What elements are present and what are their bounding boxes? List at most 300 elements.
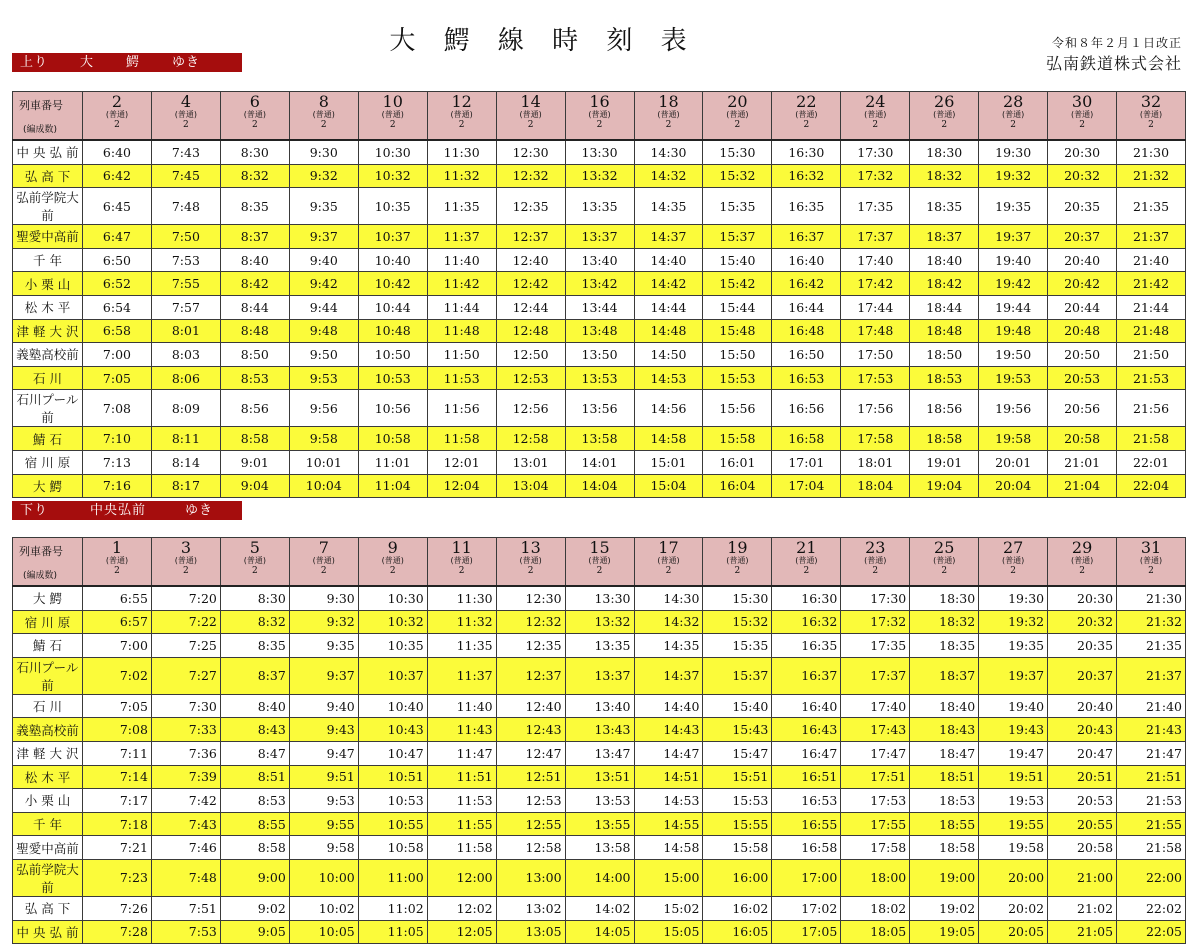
station-name: 石川プール前: [13, 390, 83, 427]
train-type: (普通): [243, 110, 266, 119]
departure-time: 10:32: [358, 164, 427, 188]
departure-time: 16:00: [703, 859, 772, 896]
station-name: 弘前学院大前: [13, 188, 83, 225]
departure-time: 19:44: [979, 295, 1048, 319]
departure-time: 20:37: [1048, 657, 1117, 694]
departure-time: 17:30: [841, 140, 910, 164]
departure-time: 12:42: [496, 272, 565, 296]
timetable-row: [13, 741, 1186, 765]
train-number: 18: [658, 92, 679, 111]
car-count: 2: [183, 566, 189, 576]
departure-time: 17:35: [841, 188, 910, 225]
departure-time: 15:55: [703, 812, 772, 836]
train-number: 2: [111, 92, 123, 111]
departure-time: 6:57: [83, 610, 152, 634]
departure-time: 17:47: [841, 741, 910, 765]
train-header: [841, 92, 910, 141]
departure-time: 11:30: [427, 586, 496, 610]
departure-time: 12:50: [496, 343, 565, 367]
train-number: 20: [727, 92, 748, 111]
departure-time: 11:02: [358, 896, 427, 920]
departure-time: 18:30: [910, 586, 979, 610]
timetable-row: [13, 896, 1186, 920]
car-count: 2: [527, 120, 534, 130]
departure-time: 21:04: [1048, 474, 1117, 498]
car-count: 2: [1010, 120, 1017, 130]
departure-time: 6:47: [83, 225, 152, 249]
departure-time: 7:13: [83, 450, 152, 474]
station-name: 義塾高校前: [13, 343, 83, 367]
departure-time: 14:05: [565, 920, 634, 944]
departure-time: 20:32: [1048, 164, 1117, 188]
timetable-row: [13, 657, 1186, 694]
departure-time: 9:48: [289, 319, 358, 343]
train-type: (普通): [726, 110, 749, 119]
departure-time: 10:35: [358, 634, 427, 658]
train-type: (普通): [933, 110, 956, 119]
header-label: [13, 538, 82, 584]
train-number: 23: [865, 538, 886, 557]
departure-time: 17:42: [841, 272, 910, 296]
station-name: 宿 川 原: [13, 450, 83, 474]
up-header-label-cell: [13, 92, 83, 141]
departure-time: 11:58: [427, 836, 496, 860]
station-name: 石 川: [13, 366, 83, 390]
departure-time: 17:43: [841, 718, 910, 742]
train-number: 25: [934, 538, 955, 557]
departure-time: 14:44: [634, 295, 703, 319]
departure-time: 7:27: [151, 657, 220, 694]
train-header: [979, 538, 1048, 587]
train-type: (普通): [1139, 556, 1163, 565]
car-count: 2: [941, 120, 948, 130]
timetable-row: [13, 920, 1186, 944]
revision-date: 令和８年２月１日改正: [1051, 36, 1182, 50]
departure-time: 20:58: [1048, 427, 1117, 451]
train-number: 6: [249, 92, 260, 111]
train-type: (普通): [519, 110, 542, 119]
departure-time: 8:53: [220, 789, 289, 813]
departure-time: 19:35: [979, 634, 1048, 658]
departure-time: 12:40: [496, 248, 565, 272]
departure-time: 13:53: [565, 366, 634, 390]
departure-time: 18:51: [910, 765, 979, 789]
departure-time: 14:43: [634, 718, 703, 742]
departure-time: 19:40: [979, 694, 1048, 718]
departure-time: 17:56: [841, 390, 910, 427]
departure-time: 7:08: [83, 390, 152, 427]
departure-time: 8:53: [220, 366, 289, 390]
down-bound-suffix: ゆき: [185, 503, 214, 518]
departure-time: 16:58: [772, 427, 841, 451]
departure-time: 19:30: [979, 586, 1048, 610]
train-header: [1117, 92, 1186, 141]
departure-time: 18:35: [910, 188, 979, 225]
departure-time: 21:30: [1117, 586, 1186, 610]
departure-time: 8:01: [151, 319, 220, 343]
departure-time: 20:51: [1048, 765, 1117, 789]
departure-time: 16:56: [772, 390, 841, 427]
departure-time: 16:30: [772, 586, 841, 610]
departure-time: 12:00: [427, 859, 496, 896]
departure-time: 15:53: [703, 366, 772, 390]
departure-time: 16:51: [772, 765, 841, 789]
departure-time: 8:30: [220, 140, 289, 164]
train-type: (普通): [588, 110, 611, 119]
departure-time: 12:43: [496, 718, 565, 742]
departure-time: 10:32: [358, 610, 427, 634]
timetable-row: [13, 694, 1186, 718]
departure-time: 6:52: [83, 272, 152, 296]
departure-time: 8:47: [220, 741, 289, 765]
departure-time: 16:30: [772, 140, 841, 164]
departure-time: 7:57: [151, 295, 220, 319]
departure-time: 9:55: [289, 812, 358, 836]
departure-time: 15:02: [634, 896, 703, 920]
car-count: 2: [665, 566, 672, 576]
departure-time: 12:55: [496, 812, 565, 836]
departure-time: 18:42: [910, 272, 979, 296]
departure-time: 20:42: [1048, 272, 1117, 296]
departure-time: 13:37: [565, 657, 634, 694]
departure-time: 8:58: [220, 836, 289, 860]
departure-time: 13:32: [565, 164, 634, 188]
departure-time: 11:04: [358, 474, 427, 498]
station-name: 千 年: [13, 248, 83, 272]
timetable-row: [13, 610, 1186, 634]
departure-time: 15:40: [703, 248, 772, 272]
car-count: 2: [458, 120, 465, 130]
train-type: (普通): [312, 556, 335, 565]
train-type: (普通): [105, 556, 129, 565]
departure-time: 12:53: [496, 789, 565, 813]
station-name: 弘前学院大前: [13, 859, 83, 896]
departure-time: 14:30: [634, 586, 703, 610]
departure-time: 11:37: [427, 657, 496, 694]
departure-time: 9:42: [289, 272, 358, 296]
departure-time: 17:04: [772, 474, 841, 498]
timetable-row: [13, 188, 1186, 225]
departure-time: 7:30: [151, 694, 220, 718]
departure-time: 16:55: [772, 812, 841, 836]
departure-time: 19:37: [979, 225, 1048, 249]
car-count: 2: [251, 120, 258, 130]
departure-time: 11:32: [427, 610, 496, 634]
departure-time: 20:01: [979, 450, 1048, 474]
departure-time: 15:35: [703, 634, 772, 658]
departure-time: 18:58: [910, 427, 979, 451]
departure-time: 10:05: [289, 920, 358, 944]
departure-time: 8:56: [220, 390, 289, 427]
departure-time: 14:50: [634, 343, 703, 367]
departure-time: 14:32: [634, 610, 703, 634]
train-type: (普通): [450, 110, 473, 119]
train-type: (普通): [174, 556, 198, 565]
departure-time: 7:39: [151, 765, 220, 789]
train-header: [910, 538, 979, 587]
station-name: 鯖 石: [13, 427, 83, 451]
departure-time: 8:03: [151, 343, 220, 367]
train-type: (普通): [381, 110, 404, 119]
departure-time: 14:35: [634, 634, 703, 658]
timetable-row: [13, 789, 1186, 813]
departure-time: 16:35: [772, 634, 841, 658]
station-name: 松 木 平: [13, 765, 83, 789]
departure-time: 19:42: [979, 272, 1048, 296]
timetable-row: [13, 390, 1186, 427]
departure-time: 18:47: [910, 741, 979, 765]
timetable-row: [13, 225, 1186, 249]
departure-time: 13:37: [565, 225, 634, 249]
down-direction-label: 下り: [20, 503, 49, 518]
departure-time: 15:47: [703, 741, 772, 765]
timetable-row: [13, 836, 1186, 860]
departure-time: 20:35: [1048, 188, 1117, 225]
departure-time: 7:48: [151, 188, 220, 225]
train-header: [841, 538, 910, 587]
station-name: 鯖 石: [13, 634, 83, 658]
departure-time: 10:58: [358, 427, 427, 451]
departure-time: 7:53: [151, 248, 220, 272]
departure-time: 18:37: [910, 657, 979, 694]
departure-time: 11:58: [427, 427, 496, 451]
car-count: 2: [389, 120, 396, 130]
departure-time: 18:05: [841, 920, 910, 944]
departure-time: 7:23: [83, 859, 152, 896]
departure-time: 11:35: [427, 188, 496, 225]
departure-time: 19:48: [979, 319, 1048, 343]
departure-time: 20:48: [1048, 319, 1117, 343]
departure-time: 7:45: [151, 164, 220, 188]
down-header-row: [13, 538, 1186, 587]
departure-time: 8:17: [151, 474, 220, 498]
departure-time: 7:33: [151, 718, 220, 742]
departure-time: 15:42: [703, 272, 772, 296]
departure-time: 12:51: [496, 765, 565, 789]
departure-time: 11:32: [427, 164, 496, 188]
station-name: 弘 高 下: [13, 164, 83, 188]
departure-time: 16:04: [703, 474, 772, 498]
timetable-row: [13, 343, 1186, 367]
departure-time: 10:53: [358, 789, 427, 813]
departure-time: 10:53: [358, 366, 427, 390]
car-count: 2: [527, 566, 534, 576]
timetable-row: [13, 295, 1186, 319]
departure-time: 15:37: [703, 225, 772, 249]
departure-time: 7:14: [83, 765, 152, 789]
car-count-heading: (編成数): [23, 125, 58, 135]
departure-time: 15:32: [703, 610, 772, 634]
departure-time: 12:30: [496, 586, 565, 610]
departure-time: 13:30: [565, 140, 634, 164]
departure-time: 14:53: [634, 789, 703, 813]
departure-time: 13:05: [496, 920, 565, 944]
departure-time: 12:32: [496, 164, 565, 188]
departure-time: 20:53: [1048, 789, 1117, 813]
departure-time: 13:32: [565, 610, 634, 634]
train-header: [427, 92, 496, 141]
departure-time: 13:43: [565, 718, 634, 742]
departure-time: 11:42: [427, 272, 496, 296]
train-type: (普通): [1139, 110, 1163, 119]
train-header: [220, 92, 289, 141]
departure-time: 13:35: [565, 634, 634, 658]
departure-time: 22:02: [1117, 896, 1186, 920]
departure-time: 8:50: [220, 343, 289, 367]
departure-time: 21:47: [1117, 741, 1186, 765]
train-type: (普通): [1002, 110, 1025, 119]
car-count: 2: [872, 120, 879, 130]
departure-time: 20:44: [1048, 295, 1117, 319]
departure-time: 8:48: [220, 319, 289, 343]
train-header: [634, 92, 703, 141]
timetable-row: [13, 718, 1186, 742]
station-name: 聖愛中高前: [13, 225, 83, 249]
train-header: [1048, 92, 1117, 141]
departure-time: 19:35: [979, 188, 1048, 225]
departure-time: 21:37: [1117, 657, 1186, 694]
timetable-row: [13, 474, 1186, 498]
car-count: 2: [1079, 120, 1085, 130]
departure-time: 17:58: [841, 836, 910, 860]
departure-time: 18:43: [910, 718, 979, 742]
departure-time: 17:37: [841, 657, 910, 694]
station-name: 津 軽 大 沢: [13, 319, 83, 343]
departure-time: 6:50: [83, 248, 152, 272]
departure-time: 8:40: [220, 248, 289, 272]
departure-time: 14:40: [634, 694, 703, 718]
departure-time: 11:48: [427, 319, 496, 343]
train-number: 10: [382, 92, 403, 111]
train-number: 7: [318, 538, 329, 557]
departure-time: 13:42: [565, 272, 634, 296]
train-header: [496, 538, 565, 587]
station-name: 小 栗 山: [13, 272, 83, 296]
departure-time: 8:09: [151, 390, 220, 427]
station-name: 石 川: [13, 694, 83, 718]
departure-time: 19:32: [979, 610, 1048, 634]
train-number: 26: [934, 92, 955, 111]
departure-time: 16:43: [772, 718, 841, 742]
departure-time: 11:56: [427, 390, 496, 427]
departure-time: 6:55: [83, 586, 152, 610]
departure-time: 17:01: [772, 450, 841, 474]
departure-time: 11:40: [427, 248, 496, 272]
departure-time: 9:40: [289, 248, 358, 272]
departure-time: 12:58: [496, 427, 565, 451]
departure-time: 12:53: [496, 366, 565, 390]
departure-time: 17:58: [841, 427, 910, 451]
departure-time: 13:00: [496, 859, 565, 896]
train-number: 3: [180, 538, 191, 557]
departure-time: 14:58: [634, 836, 703, 860]
train-header: [703, 92, 772, 141]
car-count: 2: [803, 120, 810, 130]
train-number: 4: [180, 92, 191, 111]
departure-time: 11:47: [427, 741, 496, 765]
departure-time: 21:58: [1117, 836, 1186, 860]
departure-time: 8:11: [151, 427, 220, 451]
departure-time: 7:16: [83, 474, 152, 498]
departure-time: 7:18: [83, 812, 152, 836]
departure-time: 16:50: [772, 343, 841, 367]
timetable-row: [13, 859, 1186, 896]
departure-time: 6:54: [83, 295, 152, 319]
train-number: 9: [387, 538, 398, 557]
departure-time: 19:32: [979, 164, 1048, 188]
departure-time: 18:01: [841, 450, 910, 474]
departure-time: 16:37: [772, 657, 841, 694]
departure-time: 13:58: [565, 427, 634, 451]
departure-time: 22:01: [1117, 450, 1186, 474]
departure-time: 13:44: [565, 295, 634, 319]
departure-time: 14:56: [634, 390, 703, 427]
up-header-row: [13, 92, 1186, 141]
station-name: 千 年: [13, 812, 83, 836]
departure-time: 13:01: [496, 450, 565, 474]
departure-time: 10:01: [289, 450, 358, 474]
departure-time: 15:37: [703, 657, 772, 694]
departure-time: 20:56: [1048, 390, 1117, 427]
departure-time: 19:58: [979, 836, 1048, 860]
train-type: (普通): [864, 110, 887, 119]
departure-time: 9:01: [220, 450, 289, 474]
departure-time: 14:40: [634, 248, 703, 272]
departure-time: 18:48: [910, 319, 979, 343]
departure-time: 7:10: [83, 427, 152, 451]
up-destination-part: 鰐: [126, 55, 141, 70]
train-number: 5: [249, 538, 260, 557]
departure-time: 7:02: [83, 657, 152, 694]
departure-time: 18:37: [910, 225, 979, 249]
station-name: 宿 川 原: [13, 610, 83, 634]
departure-time: 14:04: [565, 474, 634, 498]
train-number: 11: [451, 538, 472, 557]
departure-time: 11:53: [427, 789, 496, 813]
up-bound-suffix: ゆき: [172, 55, 201, 70]
train-number: 28: [1002, 92, 1024, 111]
departure-time: 18:00: [841, 859, 910, 896]
departure-time: 16:40: [772, 248, 841, 272]
departure-time: 7:20: [151, 586, 220, 610]
departure-time: 11:35: [427, 634, 496, 658]
departure-time: 7:00: [83, 343, 152, 367]
departure-time: 17:00: [772, 859, 841, 896]
train-header: [565, 538, 634, 587]
departure-time: 6:42: [83, 164, 152, 188]
departure-time: 10:40: [358, 248, 427, 272]
departure-time: 15:40: [703, 694, 772, 718]
departure-time: 18:53: [910, 789, 979, 813]
departure-time: 14:37: [634, 657, 703, 694]
train-header: [358, 92, 427, 141]
departure-time: 15:01: [634, 450, 703, 474]
departure-time: 13:30: [565, 586, 634, 610]
departure-time: 12:40: [496, 694, 565, 718]
departure-time: 22:04: [1117, 474, 1186, 498]
train-header: [979, 92, 1048, 141]
departure-time: 7:48: [151, 859, 220, 896]
departure-time: 15:00: [634, 859, 703, 896]
station-name: 弘 高 下: [13, 896, 83, 920]
departure-time: 10:48: [358, 319, 427, 343]
station-name: 大 鰐: [13, 474, 83, 498]
train-type: (普通): [450, 556, 473, 565]
train-type: (普通): [1002, 556, 1025, 565]
departure-time: 7:05: [83, 366, 152, 390]
departure-time: 9:51: [289, 765, 358, 789]
departure-time: 21:44: [1117, 295, 1186, 319]
